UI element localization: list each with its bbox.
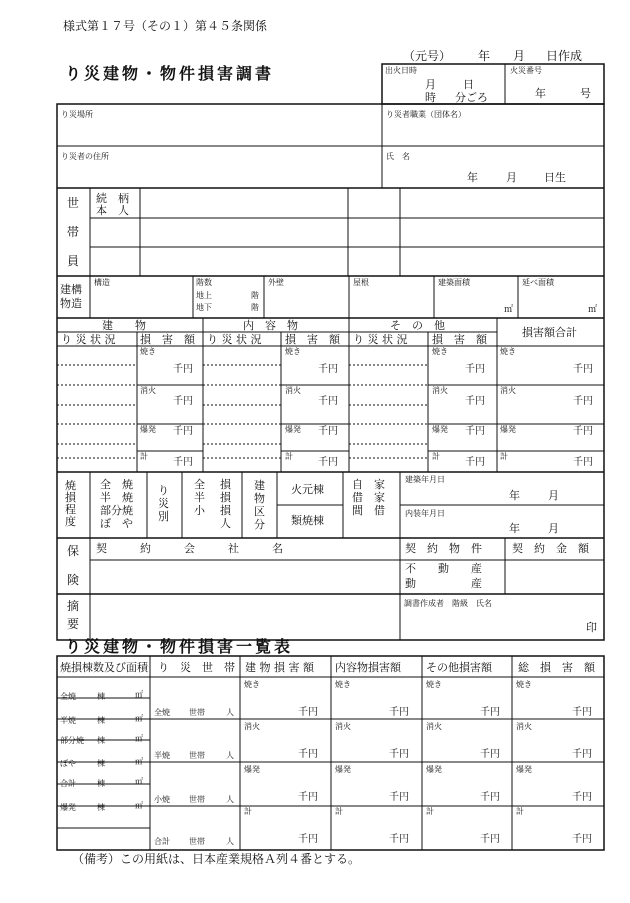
contents-row-label: 焼き <box>285 347 301 356</box>
building-area-label: 建築面積 <box>438 278 470 287</box>
fire-number-year: 年 <box>535 87 546 100</box>
list-amount-unit: 千円 <box>480 834 500 845</box>
other-amount-unit: 千円 <box>465 396 485 407</box>
list-header: 総 損 害 額 <box>518 661 595 674</box>
list-amount-unit: 千円 <box>480 707 500 718</box>
contents-amount-unit: 千円 <box>318 364 338 375</box>
list-amount-unit: 千円 <box>480 749 500 760</box>
burn-row-label: ぼや <box>60 759 76 768</box>
household-row-unit: 世帯 <box>189 751 205 760</box>
relation-label: 続 柄 <box>96 192 129 205</box>
total-floor-area-unit: ㎡ <box>588 305 598 315</box>
list-amount-unit: 千円 <box>572 834 592 845</box>
investigator-label: 調書作成者 階級 氏名 <box>404 599 492 608</box>
list-amount-row-label: 消火 <box>426 722 442 731</box>
insurance-label-1: 保 <box>67 544 80 558</box>
contents-amount-unit: 千円 <box>318 396 338 407</box>
building-row-label: 消火 <box>140 386 156 395</box>
contents-amount-unit: 千円 <box>318 426 338 437</box>
fire-hour: 時 <box>425 91 436 104</box>
total-row-label: 消火 <box>500 386 516 395</box>
burn-row-label: 爆発 <box>60 803 76 812</box>
fire-day: 日 <box>463 78 474 91</box>
household-row-label: 全焼 <box>154 708 170 717</box>
birth-day: 日生 <box>544 171 566 184</box>
household-label-2: 帯 <box>67 225 80 239</box>
household-row-label: 合計 <box>154 837 170 846</box>
list-amount-row-label: 爆発 <box>426 765 442 774</box>
structure-label-2: 物造 <box>60 297 82 310</box>
status-label-contents: り 災 状 況 <box>207 333 262 346</box>
other-row-label: 計 <box>432 452 440 461</box>
building-area-unit: ㎡ <box>504 305 514 315</box>
burn-degree-label: 焼 損 程 度 <box>65 479 76 528</box>
list-header: 焼損棟数及び面積 <box>60 661 148 674</box>
other-row-label: 焼き <box>432 347 448 356</box>
household-label-3: 員 <box>67 254 80 268</box>
name-label: 氏 名 <box>386 152 410 161</box>
movable-label: 動 産 <box>405 577 482 590</box>
household-row-person: 人 <box>226 751 234 760</box>
fire-minute: 分ごろ <box>455 91 488 104</box>
burn-type-small: ぼ や <box>100 517 133 530</box>
status-label-building: り 災 状 況 <box>61 333 116 346</box>
contents-row-label: 爆発 <box>285 425 301 434</box>
burn-row-unit: 棟 <box>97 779 105 788</box>
burn-type-partial: 部分焼 <box>100 504 133 517</box>
damage-suffix-2: 損 <box>220 491 231 504</box>
burn-type-full: 全 焼 <box>100 478 133 491</box>
structure-label-1: 建構 <box>60 283 82 296</box>
total-amount-unit: 千円 <box>573 426 593 437</box>
burn-row-sqm: ㎡ <box>135 801 143 810</box>
total-amount-unit: 千円 <box>573 396 593 407</box>
building-amount-unit: 千円 <box>173 457 193 468</box>
burn-row-sqm: ㎡ <box>135 734 143 743</box>
list-amount-row-label: 爆発 <box>244 765 260 774</box>
list-amount-row-label: 焼き <box>516 680 532 689</box>
exterior-wall-label: 外壁 <box>268 278 284 287</box>
burn-row-sqm: ㎡ <box>135 690 143 699</box>
fire-origin-label: 火元棟 <box>291 483 324 496</box>
list-amount-unit: 千円 <box>572 792 592 803</box>
location-label: り災場所 <box>61 110 93 119</box>
contract-amount-header: 契 約 金 額 <box>512 542 589 555</box>
group-building: 建 物 <box>102 319 146 332</box>
building-row-label: 爆発 <box>140 425 156 434</box>
real-estate-label: 不 動 産 <box>405 562 482 575</box>
created-day: 日作成 <box>546 49 583 63</box>
other-row-label: 爆発 <box>432 425 448 434</box>
household-label-1: 世 <box>67 196 80 210</box>
list-amount-row-label: 計 <box>335 807 343 816</box>
renovation-year-unit: 年 <box>509 522 520 535</box>
fire-number-label: 火災番号 <box>510 66 542 75</box>
list-amount-unit: 千円 <box>298 834 318 845</box>
built-month-unit: 月 <box>548 489 559 502</box>
ownership-own: 自 家 <box>352 478 385 491</box>
self-label: 本 人 <box>96 204 129 217</box>
list-amount-row-label: 計 <box>244 807 252 816</box>
damage-type-small: 小 <box>194 504 205 517</box>
total-amount-unit: 千円 <box>573 364 593 375</box>
list-amount-unit: 千円 <box>572 707 592 718</box>
building-class-label: 建 物 区 分 <box>254 479 265 531</box>
spread-label: 類焼棟 <box>291 514 324 527</box>
below-ground-label: 地下 <box>196 303 212 312</box>
list-amount-row-label: 焼き <box>426 680 442 689</box>
group-contents: 内 容 物 <box>243 319 298 332</box>
list-amount-unit: 千円 <box>389 834 409 845</box>
list-header: 建 物 損 害 額 <box>245 661 314 674</box>
total-amount-unit: 千円 <box>573 457 593 468</box>
ownership-rent: 借 家 <box>352 491 385 504</box>
birth-month: 月 <box>506 171 517 184</box>
burn-row-unit: 棟 <box>97 803 105 812</box>
household-row-person: 人 <box>226 708 234 717</box>
burn-row-label: 合計 <box>60 779 76 788</box>
floor-unit-below: 階 <box>251 303 259 312</box>
total-row-label: 爆発 <box>500 425 516 434</box>
burn-row-unit: 棟 <box>97 692 105 701</box>
birth-year: 年 <box>467 171 478 184</box>
list-header: 内容物損害額 <box>335 661 401 674</box>
seal-label: 印 <box>586 621 597 634</box>
list-amount-row-label: 爆発 <box>335 765 351 774</box>
building-row-label: 焼き <box>140 347 156 356</box>
contract-company-header: 契 約 会 社 名 <box>96 542 283 555</box>
group-other: そ の 他 <box>390 319 445 332</box>
list-amount-row-label: 焼き <box>244 680 260 689</box>
household-row-person: 人 <box>226 837 234 846</box>
contents-amount-unit: 千円 <box>318 457 338 468</box>
renovation-month-unit: 月 <box>548 522 559 535</box>
list-amount-unit: 千円 <box>298 792 318 803</box>
contents-row-label: 消火 <box>285 386 301 395</box>
other-amount-unit: 千円 <box>465 364 485 375</box>
list-amount-unit: 千円 <box>389 707 409 718</box>
built-year-label: 建築年月日 <box>405 475 445 484</box>
above-ground-label: 地上 <box>196 291 212 300</box>
total-row-label: 焼き <box>500 347 516 356</box>
burn-row-label: 全焼 <box>60 692 76 701</box>
list-amount-row-label: 消火 <box>335 722 351 731</box>
page-title: り災建物・物件損害調書 <box>65 64 275 83</box>
building-amount-unit: 千円 <box>173 426 193 437</box>
list-amount-unit: 千円 <box>572 749 592 760</box>
damage-suffix-3: 損 <box>220 504 231 517</box>
household-row-label: 半焼 <box>154 751 170 760</box>
list-amount-unit: 千円 <box>480 792 500 803</box>
summary-label-1: 摘 <box>67 599 80 613</box>
amount-label-building: 損 害 額 <box>140 333 195 346</box>
burn-row-unit: 棟 <box>97 759 105 768</box>
list-amount-row-label: 計 <box>426 807 434 816</box>
list-title: り災建物・物件損害一覧表 <box>65 637 294 656</box>
occupation-label: り災者職業（団体名） <box>386 110 466 119</box>
contents-row-label: 計 <box>285 452 293 461</box>
structure-type-label: 構造 <box>94 278 110 287</box>
household-row-label: 小焼 <box>154 795 170 804</box>
floor-unit-above: 階 <box>251 291 259 300</box>
other-row-label: 消火 <box>432 386 448 395</box>
list-header: り 災 世 帯 <box>158 661 235 674</box>
form-number: 様式第１７号（その１）第４５条関係 <box>63 19 268 33</box>
fire-month: 月 <box>425 78 436 91</box>
household-row-unit: 世帯 <box>189 708 205 717</box>
household-row-person: 人 <box>226 795 234 804</box>
list-amount-unit: 千円 <box>298 749 318 760</box>
era-label: （元号） <box>403 49 452 63</box>
created-month: 月 <box>513 49 526 63</box>
damage-type-half: 半 <box>194 491 205 504</box>
list-amount-unit: 千円 <box>389 749 409 760</box>
disaster-label: り 災 別 <box>158 484 169 523</box>
damage-suffix-1: 損 <box>220 478 231 491</box>
damage-type-full: 全 <box>194 478 205 491</box>
household-row-unit: 世帯 <box>189 837 205 846</box>
burn-row-sqm: ㎡ <box>135 777 143 786</box>
burn-row-label: 半焼 <box>60 716 76 725</box>
building-row-label: 計 <box>140 452 148 461</box>
roof-label: 屋根 <box>353 278 369 287</box>
building-amount-unit: 千円 <box>173 364 193 375</box>
list-amount-unit: 千円 <box>389 792 409 803</box>
building-amount-unit: 千円 <box>173 396 193 407</box>
total-floor-area-label: 延べ面積 <box>522 278 554 287</box>
total-header: 損害額合計 <box>522 326 577 339</box>
address-label: り災者の住所 <box>61 152 109 161</box>
list-amount-unit: 千円 <box>298 707 318 718</box>
floors-label: 階数 <box>196 278 212 287</box>
fire-number-unit: 号 <box>580 87 591 100</box>
contract-property-header: 契 約 物 件 <box>405 542 482 555</box>
burn-row-label: 部分焼 <box>60 736 84 745</box>
created-year: 年 <box>478 49 491 63</box>
list-amount-row-label: 焼き <box>335 680 351 689</box>
damage-person: 人 <box>220 517 231 530</box>
list-amount-row-label: 消火 <box>244 722 260 731</box>
burn-row-sqm: ㎡ <box>135 714 143 723</box>
amount-label-other: 損 害 額 <box>432 333 487 346</box>
other-amount-unit: 千円 <box>465 457 485 468</box>
amount-label-contents: 損 害 額 <box>285 333 340 346</box>
burn-type-half: 半 焼 <box>100 491 133 504</box>
fire-datetime-label: 出火日時 <box>385 66 417 75</box>
renovation-label: 内装年月日 <box>405 509 445 518</box>
list-header: その他損害額 <box>426 661 492 674</box>
household-row-unit: 世帯 <box>189 795 205 804</box>
footnote: （備考）この用紙は、日本産業規格Ａ列４番とする。 <box>72 852 361 866</box>
list-amount-row-label: 消火 <box>516 722 532 731</box>
summary-label-2: 要 <box>67 617 80 631</box>
list-amount-row-label: 爆発 <box>516 765 532 774</box>
burn-row-sqm: ㎡ <box>135 757 143 766</box>
built-year-unit: 年 <box>509 489 520 502</box>
total-row-label: 計 <box>500 452 508 461</box>
burn-row-unit: 棟 <box>97 736 105 745</box>
ownership-room: 間 借 <box>352 504 385 517</box>
insurance-label-2: 険 <box>67 573 80 587</box>
burn-row-unit: 棟 <box>97 716 105 725</box>
list-amount-row-label: 計 <box>516 807 524 816</box>
other-amount-unit: 千円 <box>465 426 485 437</box>
status-label-other: り 災 状 況 <box>353 333 408 346</box>
